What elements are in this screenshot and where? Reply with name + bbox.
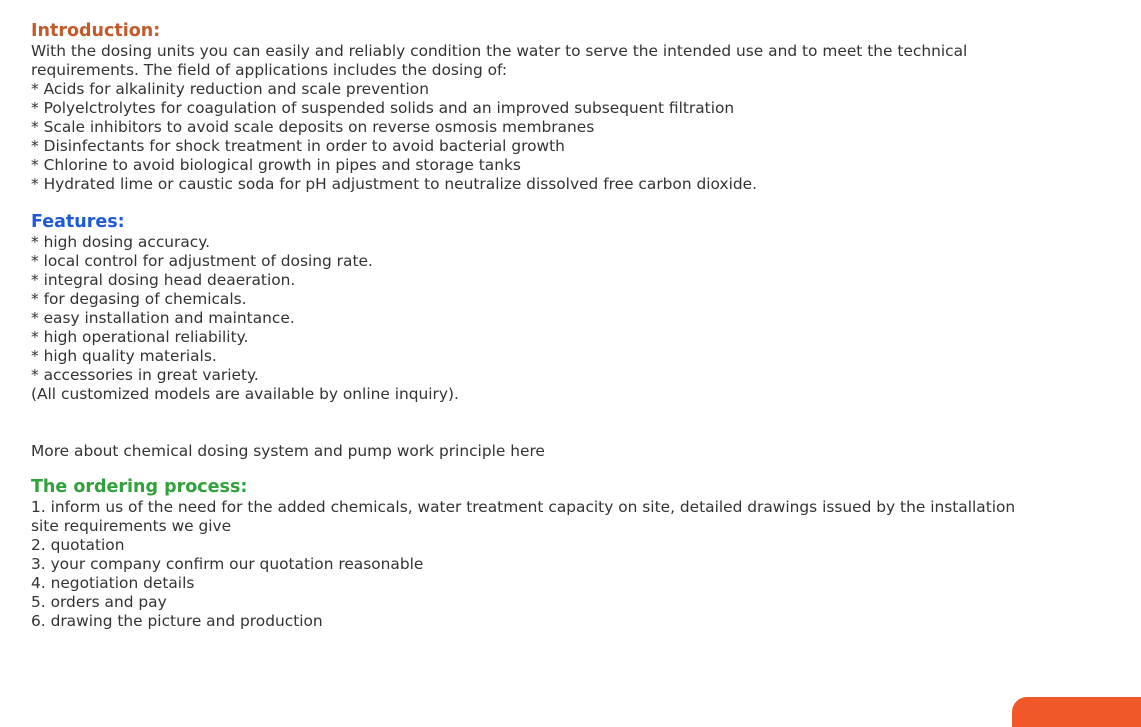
features-list-item: * local control for adjustment of dosing rate.	[31, 252, 373, 270]
ordering-step: 2. quotation	[31, 536, 125, 554]
features-list	[31, 233, 1031, 385]
ordering-heading: The ordering process:	[31, 477, 248, 497]
article-content	[31, 21, 1031, 631]
features-list-item: * high quality materials.	[31, 347, 217, 365]
spacer	[31, 194, 1031, 212]
features-section	[31, 212, 1031, 404]
features-list-item: * for degasing of chemicals.	[31, 290, 247, 308]
features-list-item: * integral dosing head deaeration.	[31, 271, 296, 289]
intro-list-item: * Polyelctrolytes for coagulation of suspended solids and an improved subsequent filtration	[31, 99, 735, 117]
features-list-item: * high operational reliability.	[31, 328, 249, 346]
ordering-step: 4. negotiation details	[31, 574, 195, 592]
features-list-item: * high dosing accuracy.	[31, 233, 211, 251]
intro-list-item: * Acids for alkalinity reduction and scale prevention	[31, 80, 429, 98]
ordering-step: 1. inform us of the need for the added chemicals, water treatment capacity on site, detailed drawings issued by the installation site requirements we give	[31, 498, 1016, 535]
intro-list-item: * Scale inhibitors to avoid scale deposits on reverse osmosis membranes	[31, 118, 595, 136]
intro-list	[31, 80, 1031, 194]
intro-section	[31, 21, 1031, 194]
more-about-dosing-link[interactable]: More about chemical dosing system and pump work principle here	[31, 442, 545, 460]
ordering-step: 3. your company confirm our quotation reasonable	[31, 555, 424, 573]
features-note: (All customized models are available by online inquiry).	[31, 385, 459, 403]
intro-list-item: * Disinfectants for shock treatment in order to avoid bacterial growth	[31, 137, 565, 155]
ordering-steps	[31, 498, 1031, 631]
ordering-step: 5. orders and pay	[31, 593, 167, 611]
intro-heading: Introduction:	[31, 21, 161, 41]
ordering-section	[31, 477, 1031, 631]
intro-list-item: * Hydrated lime or caustic soda for pH adjustment to neutralize dissolved free carbon dioxide.	[31, 175, 757, 193]
spacer	[31, 461, 1031, 477]
features-heading: Features:	[31, 212, 125, 232]
features-list-item: * easy installation and maintance.	[31, 309, 295, 327]
spacer	[31, 404, 1031, 442]
ordering-step: 6. drawing the picture and production	[31, 612, 323, 630]
intro-list-item: * Chlorine to avoid biological growth in pipes and storage tanks	[31, 156, 521, 174]
features-list-item: * accessories in great variety.	[31, 366, 259, 384]
intro-paragraph: With the dosing units you can easily and reliably condition the water to serve the intended use and to meet the technical requirements. The field of applications includes the dosing of:	[31, 42, 968, 79]
floating-contact-button[interactable]	[1012, 697, 1141, 727]
